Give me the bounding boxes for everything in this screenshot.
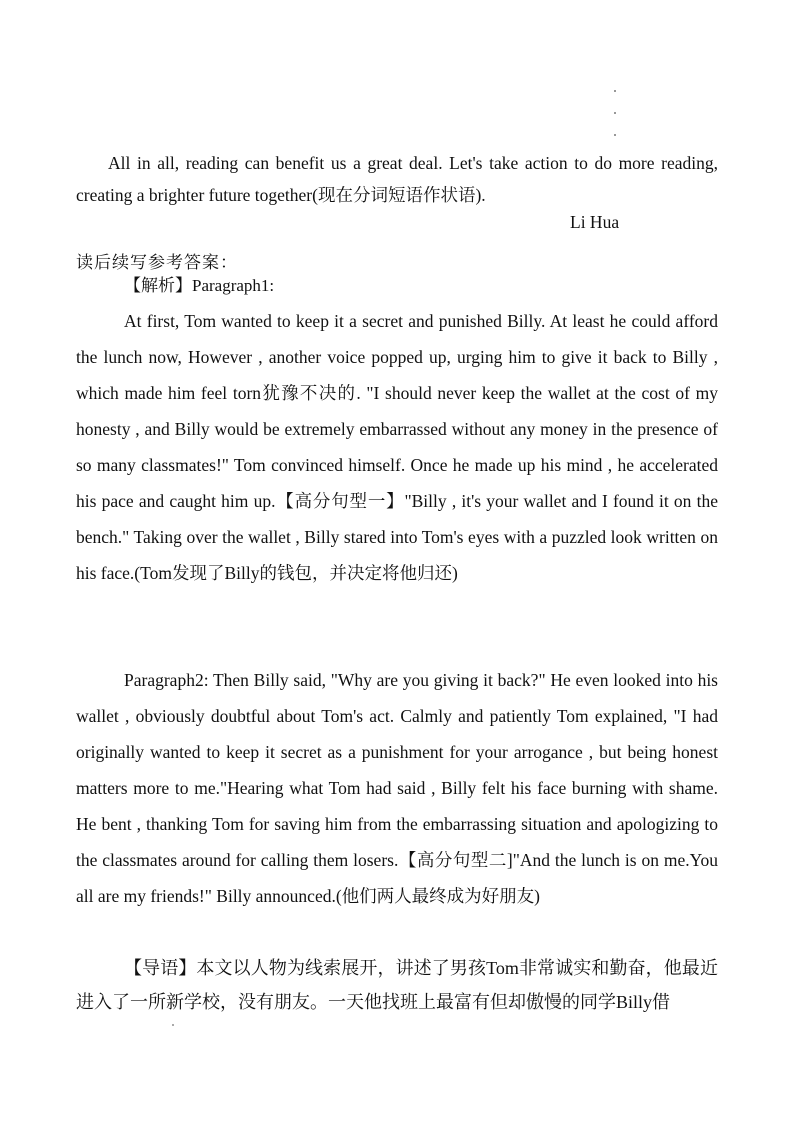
- margin-dot: [172, 1024, 174, 1026]
- paragraph-1: At first, Tom wanted to keep it a secret and punished Billy. At least he could afford the lunch now, However , another voice popped up, urging him to give it back to Billy , which made him feel torn犹豫不决的. "I should never keep the wallet at the cost of my honesty , and Billy would be extremely embarrassed without any money in the presence of so many classmates!" Tom convinced himself. Once he made up his mind , he accelerated his pace and caught him up.【高分句型一】"Billy , it's your wallet and I found it on the bench." Taking over the wallet , Billy stared into Tom's eyes with a puzzled look written on his face.(Tom发现了Billy的钱包，并决定将他归还): [76, 311, 718, 583]
- answer-heading: 读后续写参考答案：: [76, 253, 238, 272]
- paragraph-2: Paragraph2: Then Billy said, "Why are you giving it back?" He even looked into his wallet , obviously doubtful about Tom's act. Calmly and patiently Tom explained, "I had originally wanted to keep it secret as a punishment for your arrogance , but being honest matters more to me."Hearing what Tom had said , Billy felt his face burning with shame. He bent , thanking Tom for saving him from the embarrassing situation and apologizing to the classmates around for calling them losers.【高分句型二]"And the lunch is on me.You all are my friends!" Billy announced.(他们两人最终成为好朋友): [76, 670, 718, 906]
- guide-paragraph: 【导语】本文以人物为线索展开，讲述了男孩Tom非常诚实和勤奋，他最近进入了一所新学校，没有朋友。一天他找班上最富有但却傲慢的同学Billy借: [76, 958, 718, 1012]
- signature: Li Hua: [570, 212, 620, 232]
- analysis-label: 【解析】Paragraph1:: [124, 276, 275, 295]
- conclusion-paragraph: All in all, reading can benefit us a great deal. Let's take action to do more reading, creating a brighter future together(现在分词短语作状语).: [76, 153, 718, 205]
